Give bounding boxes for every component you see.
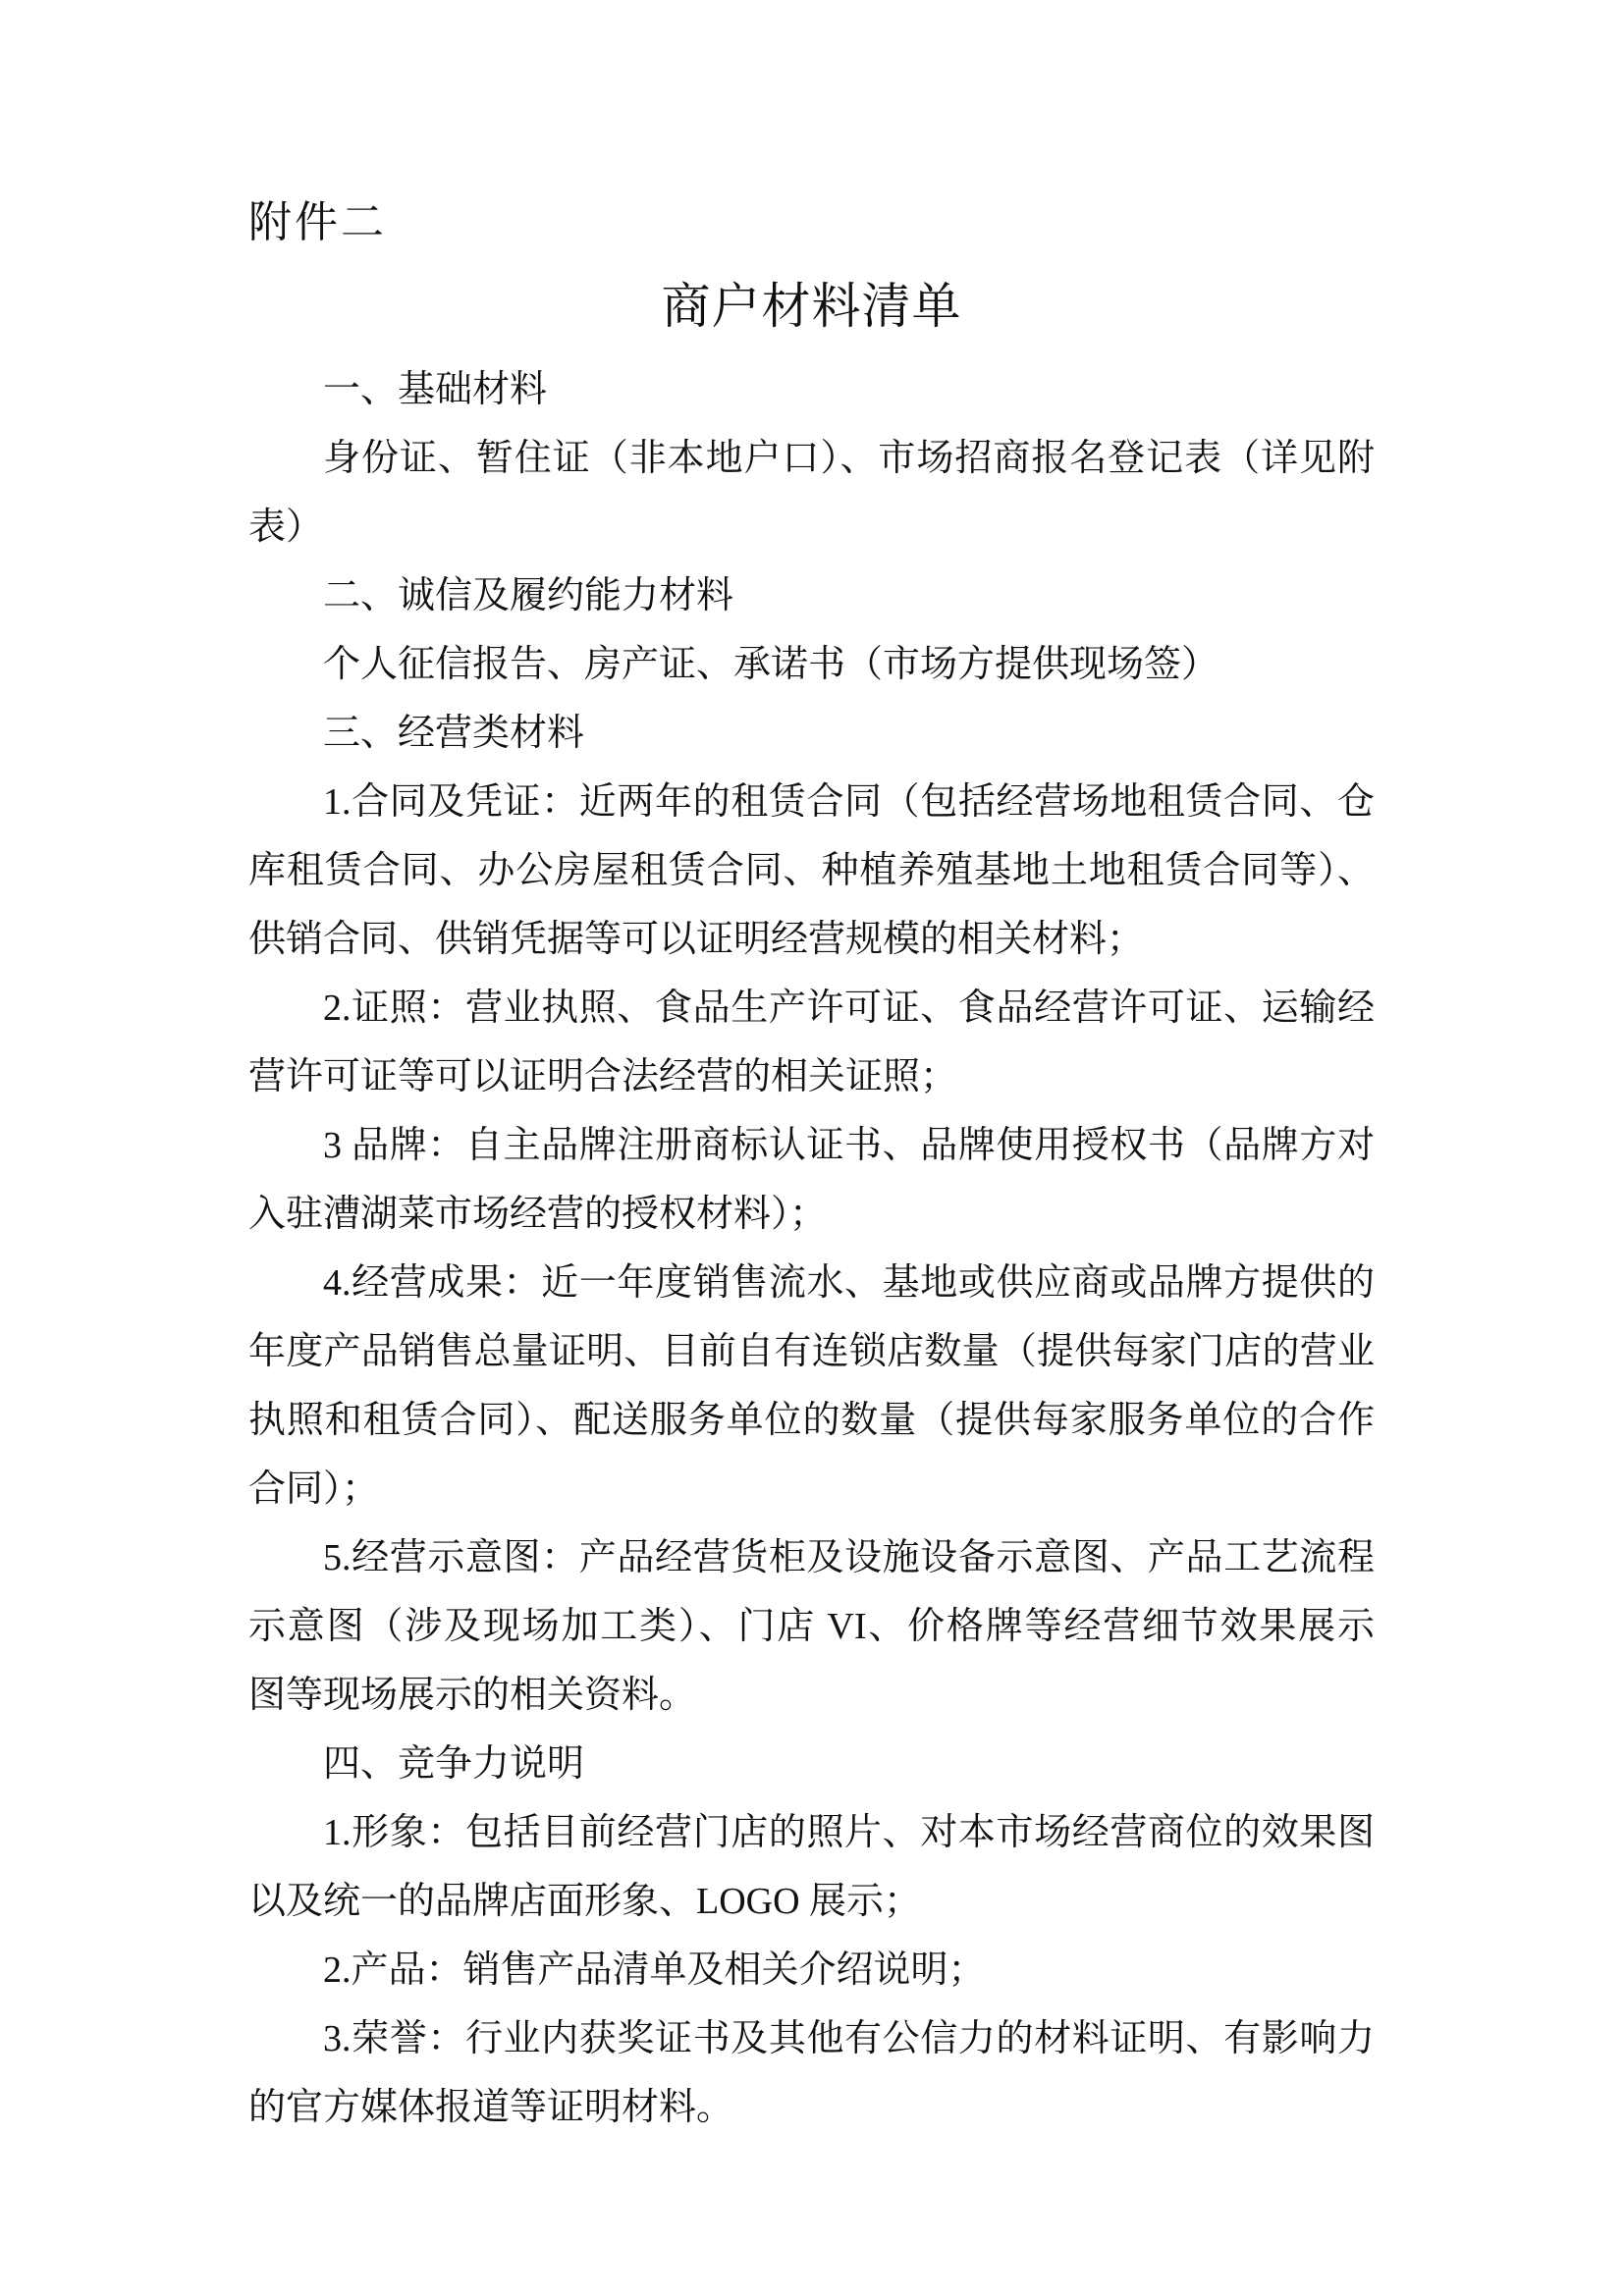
text-line: 5.经营示意图：产品经营货柜及设施设备示意图、产品工艺流程 [323,1537,1375,1578]
text-line: 三、经营类材料 [323,713,585,754]
text-line: 四、竞争力说明 [323,1743,585,1785]
text-line: 年度产品销售总量证明、目前自有连锁店数量（提供每家门店的营业 [248,1331,1375,1372]
text-line: 执照和租赁合同）、配送服务单位的数量（提供每家服务单位的合作 [248,1400,1375,1441]
text-line: 一、基础材料 [323,369,548,410]
text-line: 图等现场展示的相关资料。 [248,1675,697,1716]
text-line: 以及统一的品牌店面形象、LOGO 展示； [248,1881,922,1922]
text-line: 合同）； [248,1468,380,1510]
text-line: 示意图（涉及现场加工类）、门店 VI、价格牌等经营细节效果展示 [248,1606,1375,1647]
text-line: 3.荣誉：行业内获奖证书及其他有公信力的材料证明、有影响力 [323,2018,1375,2059]
text-line: 4.经营成果：近一年度销售流水、基地或供应商或品牌方提供的 [323,1262,1375,1304]
text-line: 1.形象：包括目前经营门店的照片、对本市场经营商位的效果图 [323,1812,1375,1853]
text-line: 二、诚信及履约能力材料 [323,575,734,616]
text-line: 1.合同及凭证：近两年的租赁合同（包括经营场地租赁合同、仓 [323,781,1375,823]
text-line: 入驻漕湖菜市场经营的授权材料）； [248,1194,828,1235]
text-line: 个人征信报告、房产证、承诺书（市场方提供现场签） [323,644,1219,685]
text-line: 供销合同、供销凭据等可以证明经营规模的相关材料； [248,919,1145,960]
attachment-label: 附件二 [248,198,387,246]
document-title: 商户材料清单 [661,279,962,334]
text-line: 身份证、暂住证（非本地户口）、市场招商报名登记表（详见附 [323,438,1375,479]
text-line: 2.证照：营业执照、食品生产许可证、食品经营许可证、运输经 [323,988,1375,1029]
text-line: 的官方媒体报道等证明材料。 [248,2087,734,2128]
text-line: 表） [248,507,324,548]
document-body [248,355,1375,2142]
text-line: 2.产品：销售产品清单及相关介绍说明； [323,1949,986,1991]
text-line: 3 品牌：自主品牌注册商标认证书、品牌使用授权书（品牌方对 [323,1125,1375,1166]
text-line: 营许可证等可以证明合法经营的相关证照； [248,1056,958,1097]
text-line: 库租赁合同、办公房屋租赁合同、种植养殖基地土地租赁合同等）、 [248,850,1375,891]
